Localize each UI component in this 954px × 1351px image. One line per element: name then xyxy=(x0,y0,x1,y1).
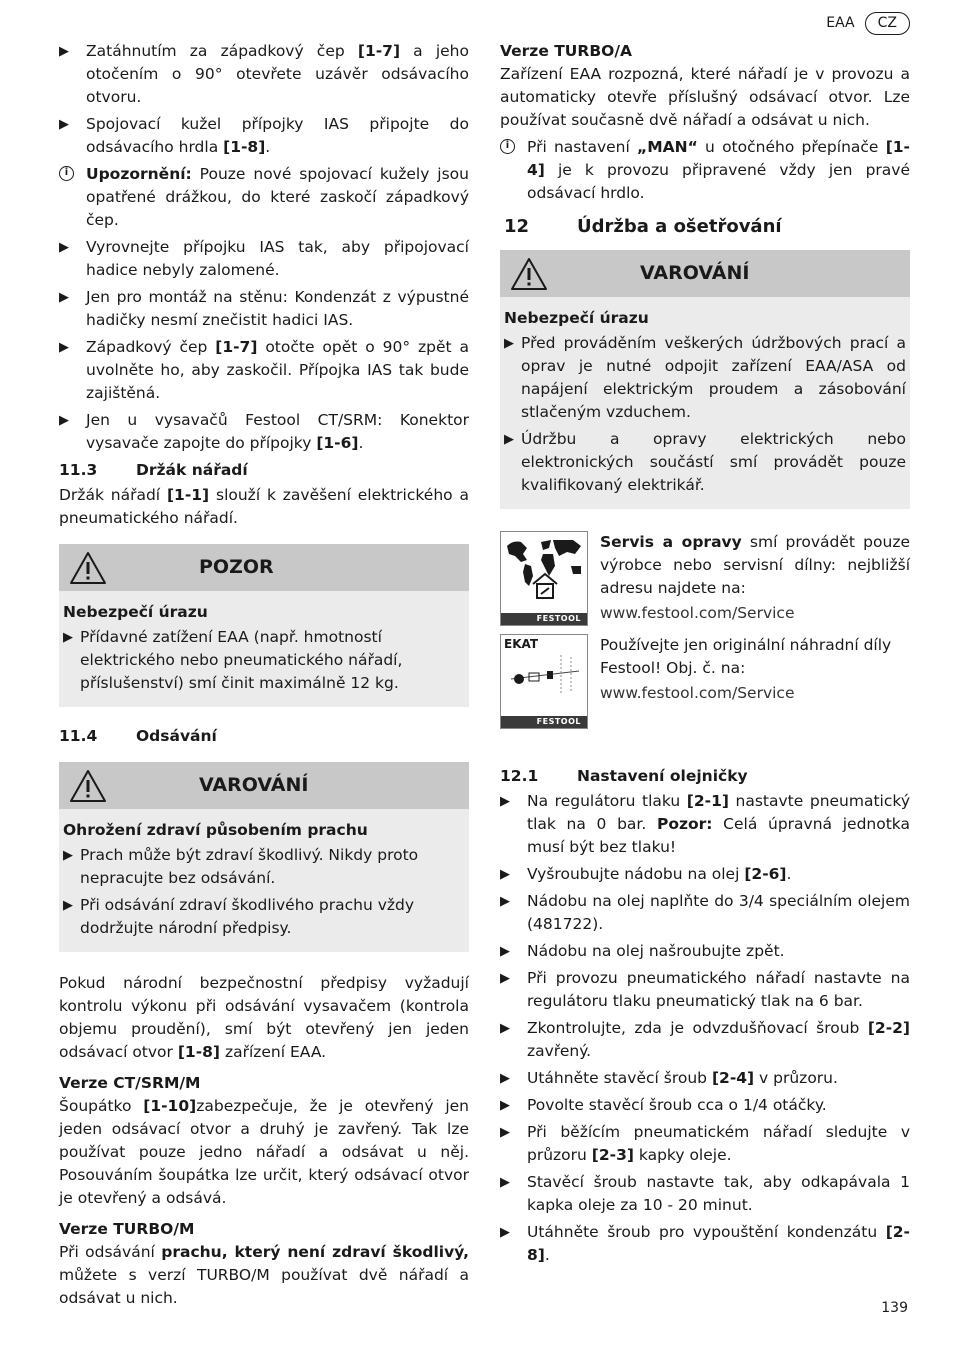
bullet-arrow-icon: ▶ xyxy=(504,432,514,447)
service-url[interactable]: www.festool.com/Service xyxy=(600,604,795,622)
spare-parts-block: EKAT FESTOOL Používejte jen originální náhradní díly Festool! Obj. č. na: www.festool.com/Service xyxy=(500,634,910,729)
bullet-arrow-icon: ▶ xyxy=(63,848,73,863)
list-item: ▶ Údržbu a opravy elektrických nebo elektronických součástí smí provádět pouze kvalifikovaný elektrikář. xyxy=(504,428,906,497)
info-icon: i xyxy=(59,163,86,232)
list-item: ▶ Západkový čep [1-7] otočte opět o 90° zpět a uvolněte ho, aby zaskočil. Přípojka IAS tak bude zajištěná. xyxy=(59,336,469,405)
warning-title: VAROVÁNÍ xyxy=(640,262,750,284)
warning-triangle-icon xyxy=(510,257,548,291)
paragraph: Držák nářadí [1-1] slouží k zavěšení elektrického a pneumatického nářadí. xyxy=(59,486,469,527)
world-map-service-icon: FESTOOL xyxy=(500,531,588,626)
bullet-arrow-icon: ▶ xyxy=(59,44,69,59)
section-heading-11-4: 11.4 Odsávání xyxy=(59,727,217,745)
bullet-arrow-icon: ▶ xyxy=(500,944,510,959)
list-item: ▶ Při odsávání zdraví škodlivého prachu vždy dodržujte národní předpisy. xyxy=(63,894,465,940)
bullet-arrow-icon: ▶ xyxy=(500,971,510,986)
subheading-turbo-a: Verze TURBO/A xyxy=(500,42,632,60)
list-item: ▶ Při běžícím pneumatickém nářadí sledujte v průzoru [2-3] kapky oleje. xyxy=(500,1121,910,1167)
list-item: ▶ Nádobu na olej naplňte do 3/4 speciálním olejem (481722). xyxy=(500,890,910,936)
bullet-arrow-icon: ▶ xyxy=(63,898,73,913)
warning-subtitle: Nebezpečí úrazu xyxy=(504,309,649,327)
bullet-arrow-icon: ▶ xyxy=(500,1125,510,1140)
paragraph: Šoupátko [1-10]zabezpečuje, že je otevřený jen jeden odsávací otvor a druhý je zavřený. Tak lze používat pouze jedno nářadí a odsávat u něj. Posouváním šoupátka lze určit, který odsávací otvor je otevřený a odsává. xyxy=(59,1097,469,1207)
section-heading-11-3: 11.3 Držák nářadí xyxy=(59,461,248,479)
bullet-arrow-icon: ▶ xyxy=(500,1021,510,1036)
paragraph: Pokud národní bezpečnostní předpisy vyžadují kontrolu výkonu při odsávání vysavačem (kontrola objemu proudění), smí být otevřený jen jeden odsávací otvor [1-8] zařízení EAA. xyxy=(59,974,469,1061)
paragraph: Zařízení EAA rozpozná, které nářadí je v provozu a automaticky otevře příslušný odsávací otvor. Lze používat současně dvě nářadí a odsávat u nich. xyxy=(500,65,910,129)
caution-title: POZOR xyxy=(199,556,274,578)
list-item: ▶ Zkontrolujte, zda je odvzdušňovací šroub [2-2] zavřený. xyxy=(500,1017,910,1063)
list-item: ▶ Jen pro montáž na stěnu: Kondenzát z výpustné hadičky nesmí znečistit hadici IAS. xyxy=(59,286,469,332)
note-item: i Při nastavení „MAN“ u otočného přepínače [1-4] je k provozu připravené vždy jen pravé odsávací hrdlo. xyxy=(500,136,910,205)
list-item: ▶ Vyšroubujte nádobu na olej [2-6]. xyxy=(500,863,910,886)
subheading-turbo-m: Verze TURBO/M xyxy=(59,1220,195,1238)
warning-triangle-icon xyxy=(69,769,107,803)
list-item: ▶ Stavěcí šroub nastavte tak, aby odkapávala 1 kapka oleje za 10 - 20 minut. xyxy=(500,1171,910,1217)
section-heading-12: 12 Údržba a ošetřování xyxy=(504,216,782,237)
bullet-arrow-icon: ▶ xyxy=(63,630,73,645)
bullet-arrow-icon: ▶ xyxy=(59,117,69,132)
bullet-arrow-icon: ▶ xyxy=(59,240,69,255)
list-item: ▶ Prach může být zdraví škodlivý. Nikdy proto nepracujte bez odsávání. xyxy=(63,844,465,890)
list-item: ▶ Utáhněte stavěcí šroub [2-4] v průzoru. xyxy=(500,1067,910,1090)
warning-title: VAROVÁNÍ xyxy=(199,774,309,796)
list-item: ▶ Povolte stavěcí šroub cca o 1/4 otáčky. xyxy=(500,1094,910,1117)
list-item: ▶ Zatáhnutím za západkový čep [1-7] a jeho otočením o 90° otevřete uzávěr odsávacího otvoru. xyxy=(59,40,469,109)
warning-triangle-icon xyxy=(69,551,107,585)
note-item: i Upozornění: Pouze nové spojovací kužely jsou opatřené drážkou, do které zaskočí západkový čep. xyxy=(59,163,469,232)
info-icon: i xyxy=(500,136,527,205)
subheading-ct-srm-m: Verze CT/SRM/M xyxy=(59,1074,201,1092)
right-column xyxy=(500,40,910,1271)
ekat-spare-parts-icon: EKAT FESTOOL xyxy=(500,634,588,729)
page-header xyxy=(826,12,910,35)
caution-box xyxy=(59,544,469,707)
list-item: ▶ Spojovací kužel přípojky IAS připojte do odsávacího hrdla [1-8]. xyxy=(59,113,469,159)
caution-subtitle: Nebezpečí úrazu xyxy=(63,603,208,621)
warning-box xyxy=(59,762,469,952)
list-item: ▶ Jen u vysavačů Festool CT/SRM: Konektor vysavače zapojte do přípojky [1-6]. xyxy=(59,409,469,455)
warning-box xyxy=(500,250,910,509)
list-item: ▶ Při provozu pneumatického nářadí nastavte na regulátoru tlaku pneumatický tlak na 6 bar. xyxy=(500,967,910,1013)
paragraph: Při odsávání prachu, který není zdraví škodlivý, můžete s verzí TURBO/M používat dvě nářadí a odsávat u nich. xyxy=(59,1243,469,1307)
left-column xyxy=(59,40,469,1314)
list-item: ▶ Utáhněte šroub pro vypouštění kondenzátu [2-8]. xyxy=(500,1221,910,1267)
product-code: EAA xyxy=(826,15,855,31)
list-item: ▶ Vyrovnejte přípojku IAS tak, aby připojovací hadice nebyly zalomené. xyxy=(59,236,469,282)
bullet-arrow-icon: ▶ xyxy=(59,340,69,355)
warning-subtitle: Ohrožení zdraví působením prachu xyxy=(63,821,368,839)
parts-url[interactable]: www.festool.com/Service xyxy=(600,684,795,702)
bullet-arrow-icon: ▶ xyxy=(59,290,69,305)
service-block: FESTOOL Servis a opravy smí provádět pouze výrobce nebo servisní dílny: nejbližší adresu najdete na: www.festool.com/Service xyxy=(500,531,910,626)
bullet-arrow-icon: ▶ xyxy=(500,894,510,909)
list-item: ▶ Přídavné zatížení EAA (např. hmotností elektrického nebo pneumatického nářadí, příslušenství) smí činit maximálně 12 kg. xyxy=(63,626,465,695)
bullet-arrow-icon: ▶ xyxy=(500,1225,510,1240)
bullet-arrow-icon: ▶ xyxy=(500,867,510,882)
list-item: ▶ Na regulátoru tlaku [2-1] nastavte pneumatický tlak na 0 bar. Pozor: Celá úpravná jednotka musí být bez tlaku! xyxy=(500,790,910,859)
list-item: ▶ Nádobu na olej našroubujte zpět. xyxy=(500,940,910,963)
section-heading-12-1: 12.1 Nastavení olejničky xyxy=(500,767,748,785)
bullet-arrow-icon: ▶ xyxy=(500,1071,510,1086)
bullet-arrow-icon: ▶ xyxy=(504,336,514,351)
language-badge: CZ xyxy=(865,12,910,35)
bullet-arrow-icon: ▶ xyxy=(500,1098,510,1113)
bullet-arrow-icon: ▶ xyxy=(59,413,69,428)
list-item: ▶ Před prováděním veškerých údržbových prací a oprav je nutné odpojit zařízení EAA/ASA od napájení elektrickým proudem a zásobování stlačeným vzduchem. xyxy=(504,332,906,424)
page-number: 139 xyxy=(881,1300,908,1316)
bullet-arrow-icon: ▶ xyxy=(500,794,510,809)
bullet-arrow-icon: ▶ xyxy=(500,1175,510,1190)
